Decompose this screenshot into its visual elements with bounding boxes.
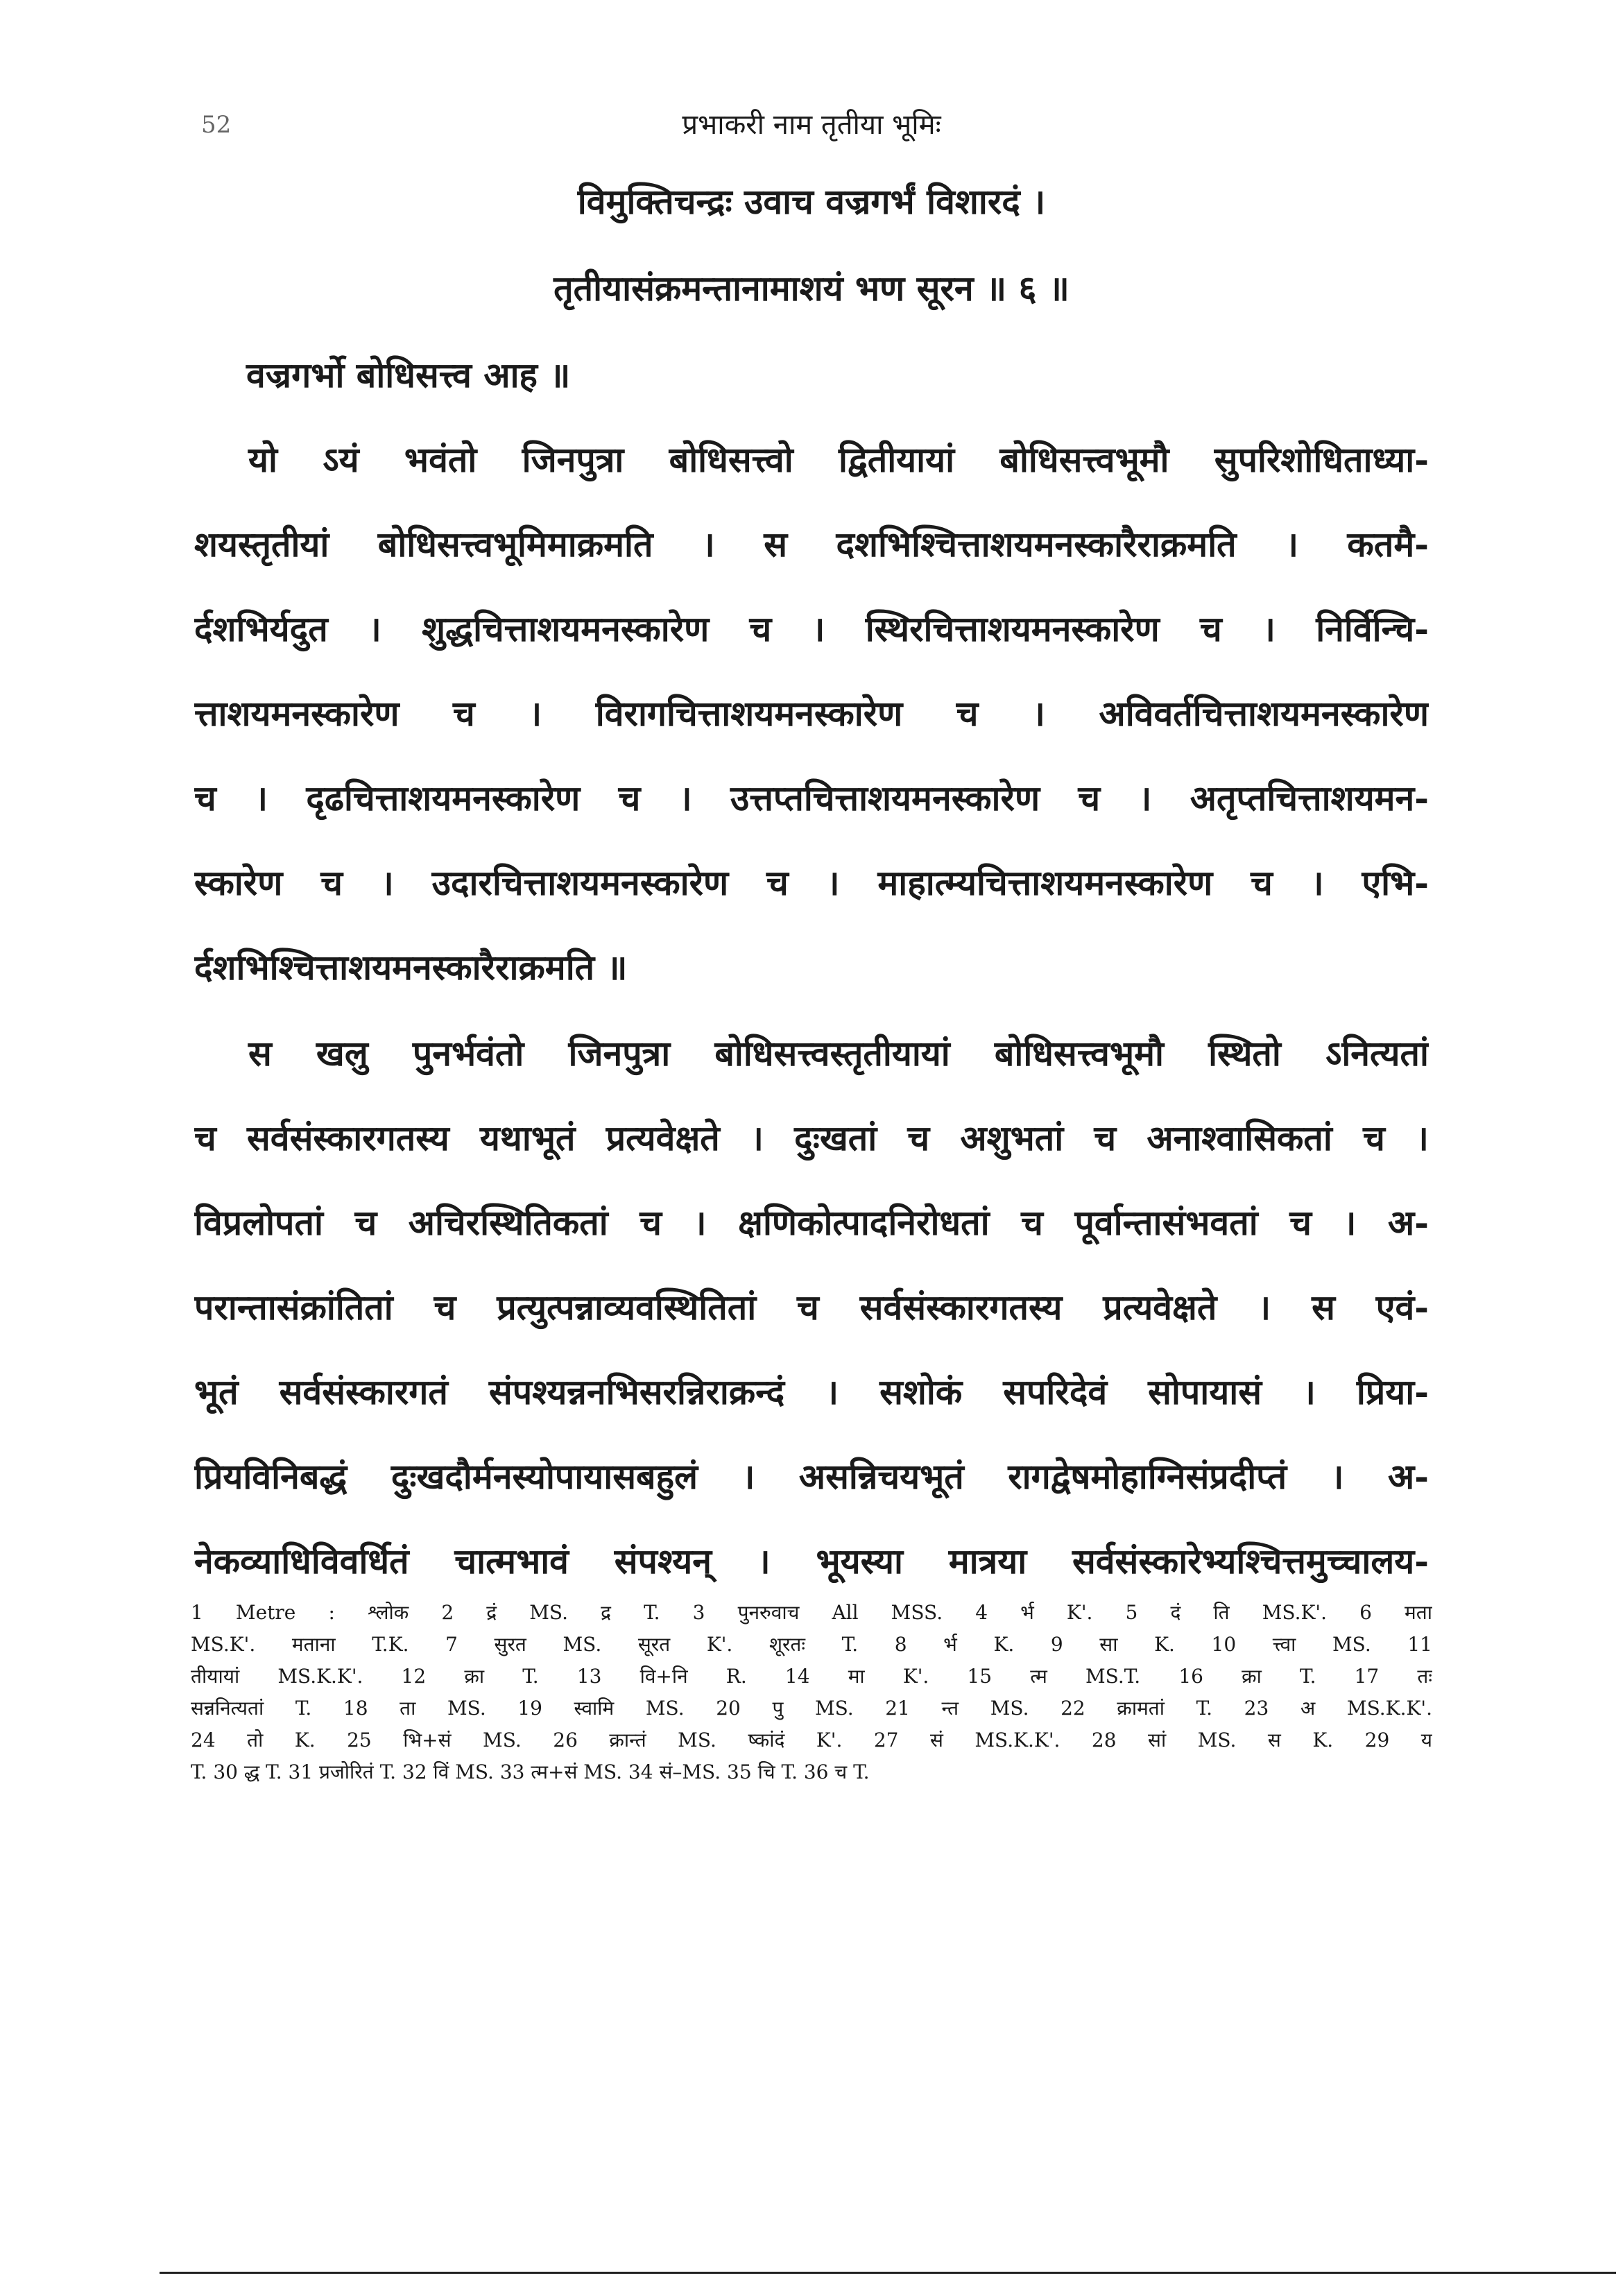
text-line: च । दृढचित्ताशयमनस्कारेण च । उत्तप्तचित्ताशयमनस्कारेण च । अतृप्तचित्ताशयमन- bbox=[194, 778, 1429, 819]
footnote-line: तीयायां MS.K.K'. 12 क्रा T. 13 वि+नि R. 14 मा K'. 15 त्म MS.T. 16 क्रा T. 17 तः bbox=[191, 1665, 1432, 1688]
footnote-line: 24 तो K. 25 भि+सं MS. 26 क्रान्तं MS. ष्कांदं K'. 27 सं MS.K.K'. 28 सां MS. स K. 29 य bbox=[191, 1729, 1432, 1751]
verse-line-2: तृतीयासंक्रमन्तानामाशयं भण सूरन ॥ ६ ॥ bbox=[553, 268, 1070, 309]
verse-line-1: विमुक्तिचन्द्रः उवाच वज्रगर्भं विशारदं । bbox=[577, 181, 1046, 222]
speaker-line: वज्रगर्भो बोधिसत्त्व आह ॥ bbox=[246, 354, 571, 395]
page-number: 52 bbox=[201, 111, 232, 139]
text-line: परान्तासंक्रांतितां च प्रत्युत्पन्नाव्यवस्थितितां च सर्वसंस्कारगतस्य प्रत्यवेक्षते । स एवं- bbox=[194, 1287, 1429, 1328]
footnote-line: 1 Metre : श्लोक 2 द्रं MS. द्र T. 3 पुनरुवाच All MSS. 4 र्भ K'. 5 दं ति MS.K'. 6 मता bbox=[191, 1601, 1432, 1624]
footnote-line: MS.K'. मताना T.K. 7 सुरत MS. सूरत K'. शूरतः T. 8 र्भ K. 9 सा K. 10 त्त्वा MS. 11 bbox=[191, 1633, 1432, 1656]
paragraph-2 bbox=[194, 1011, 1429, 1604]
text-line: शयस्तृतीयां बोधिसत्त्वभूमिमाक्रमति । स दशभिश्चित्ताशयमनस्कारैराक्रमति । कतमै- bbox=[194, 524, 1429, 565]
bottom-rule bbox=[160, 2272, 1616, 2274]
text-line: र्दशभिर्यदुत । शुद्धचित्ताशयमनस्कारेण च । स्थिरचित्ताशयमनस्कारेण च । निर्विन्चि- bbox=[194, 608, 1429, 649]
footnotes bbox=[191, 1597, 1432, 1788]
footnote-line: T. 30 द्ध T. 31 प्रजोरितं T. 32 विं MS. 33 त्म+सं MS. 34 सं–MS. 35 चि T. 36 च T. bbox=[191, 1760, 870, 1783]
footnote-line: सन्ननित्यतां T. 18 ता MS. 19 स्वामि MS. 20 पु MS. 21 न्त MS. 22 क्रामतां T. 23 अ MS.K.K'. bbox=[191, 1697, 1432, 1720]
paragraph-1 bbox=[194, 418, 1429, 1010]
text-line: स खलु पुनर्भवंतो जिनपुत्रा बोधिसत्त्वस्तृतीयायां बोधिसत्त्वभूमौ स्थितो ऽनित्यतां bbox=[248, 1033, 1429, 1074]
text-line: भूतं सर्वसंस्कारगतं संपश्यन्ननभिसरन्निराक्रन्दं । सशोकं सपरिदेवं सोपायासं । प्रिया- bbox=[194, 1371, 1429, 1412]
text-line: नेकव्याधिविवर्धितं चात्मभावं संपश्यन् । भूयस्या मात्रया सर्वसंस्कारेभ्यश्चित्तमुच्चालय- bbox=[194, 1541, 1429, 1582]
text-line: यो ऽयं भवंतो जिनपुत्रा बोधिसत्त्वो द्वितीयायां बोधिसत्त्वभूमौ सुपरिशोधिताध्या- bbox=[248, 439, 1429, 480]
text-line: प्रियविनिबद्धं दुःखदौर्मनस्योपायासबहुलं । असन्निचयभूतं रागद्वेषमोहाग्निसंप्रदीप्तं । अ- bbox=[194, 1456, 1429, 1497]
text-line: र्दशभिश्चित्ताशयमनस्कारैराक्रमति ॥ bbox=[194, 947, 628, 988]
text-line: च सर्वसंस्कारगतस्य यथाभूतं प्रत्यवेक्षते । दुःखतां च अशुभतां च अनाश्वासिकतां च । bbox=[194, 1117, 1429, 1158]
running-title: प्रभाकरी नाम तृतीया भूमिः bbox=[682, 109, 941, 141]
text-line: विप्रलोपतां च अचिरस्थितिकतां च । क्षणिकोत्पादनिरोधतां च पूर्वान्तासंभवतां च । अ- bbox=[194, 1202, 1429, 1243]
text-line: स्कारेण च । उदारचित्ताशयमनस्कारेण च । माहात्म्यचित्ताशयमनस्कारेण च । एभि- bbox=[194, 862, 1429, 903]
text-line: त्ताशयमनस्कारेण च । विरागचित्ताशयमनस्कारेण च । अविवर्तचित्ताशयमनस्कारेण bbox=[194, 693, 1429, 734]
